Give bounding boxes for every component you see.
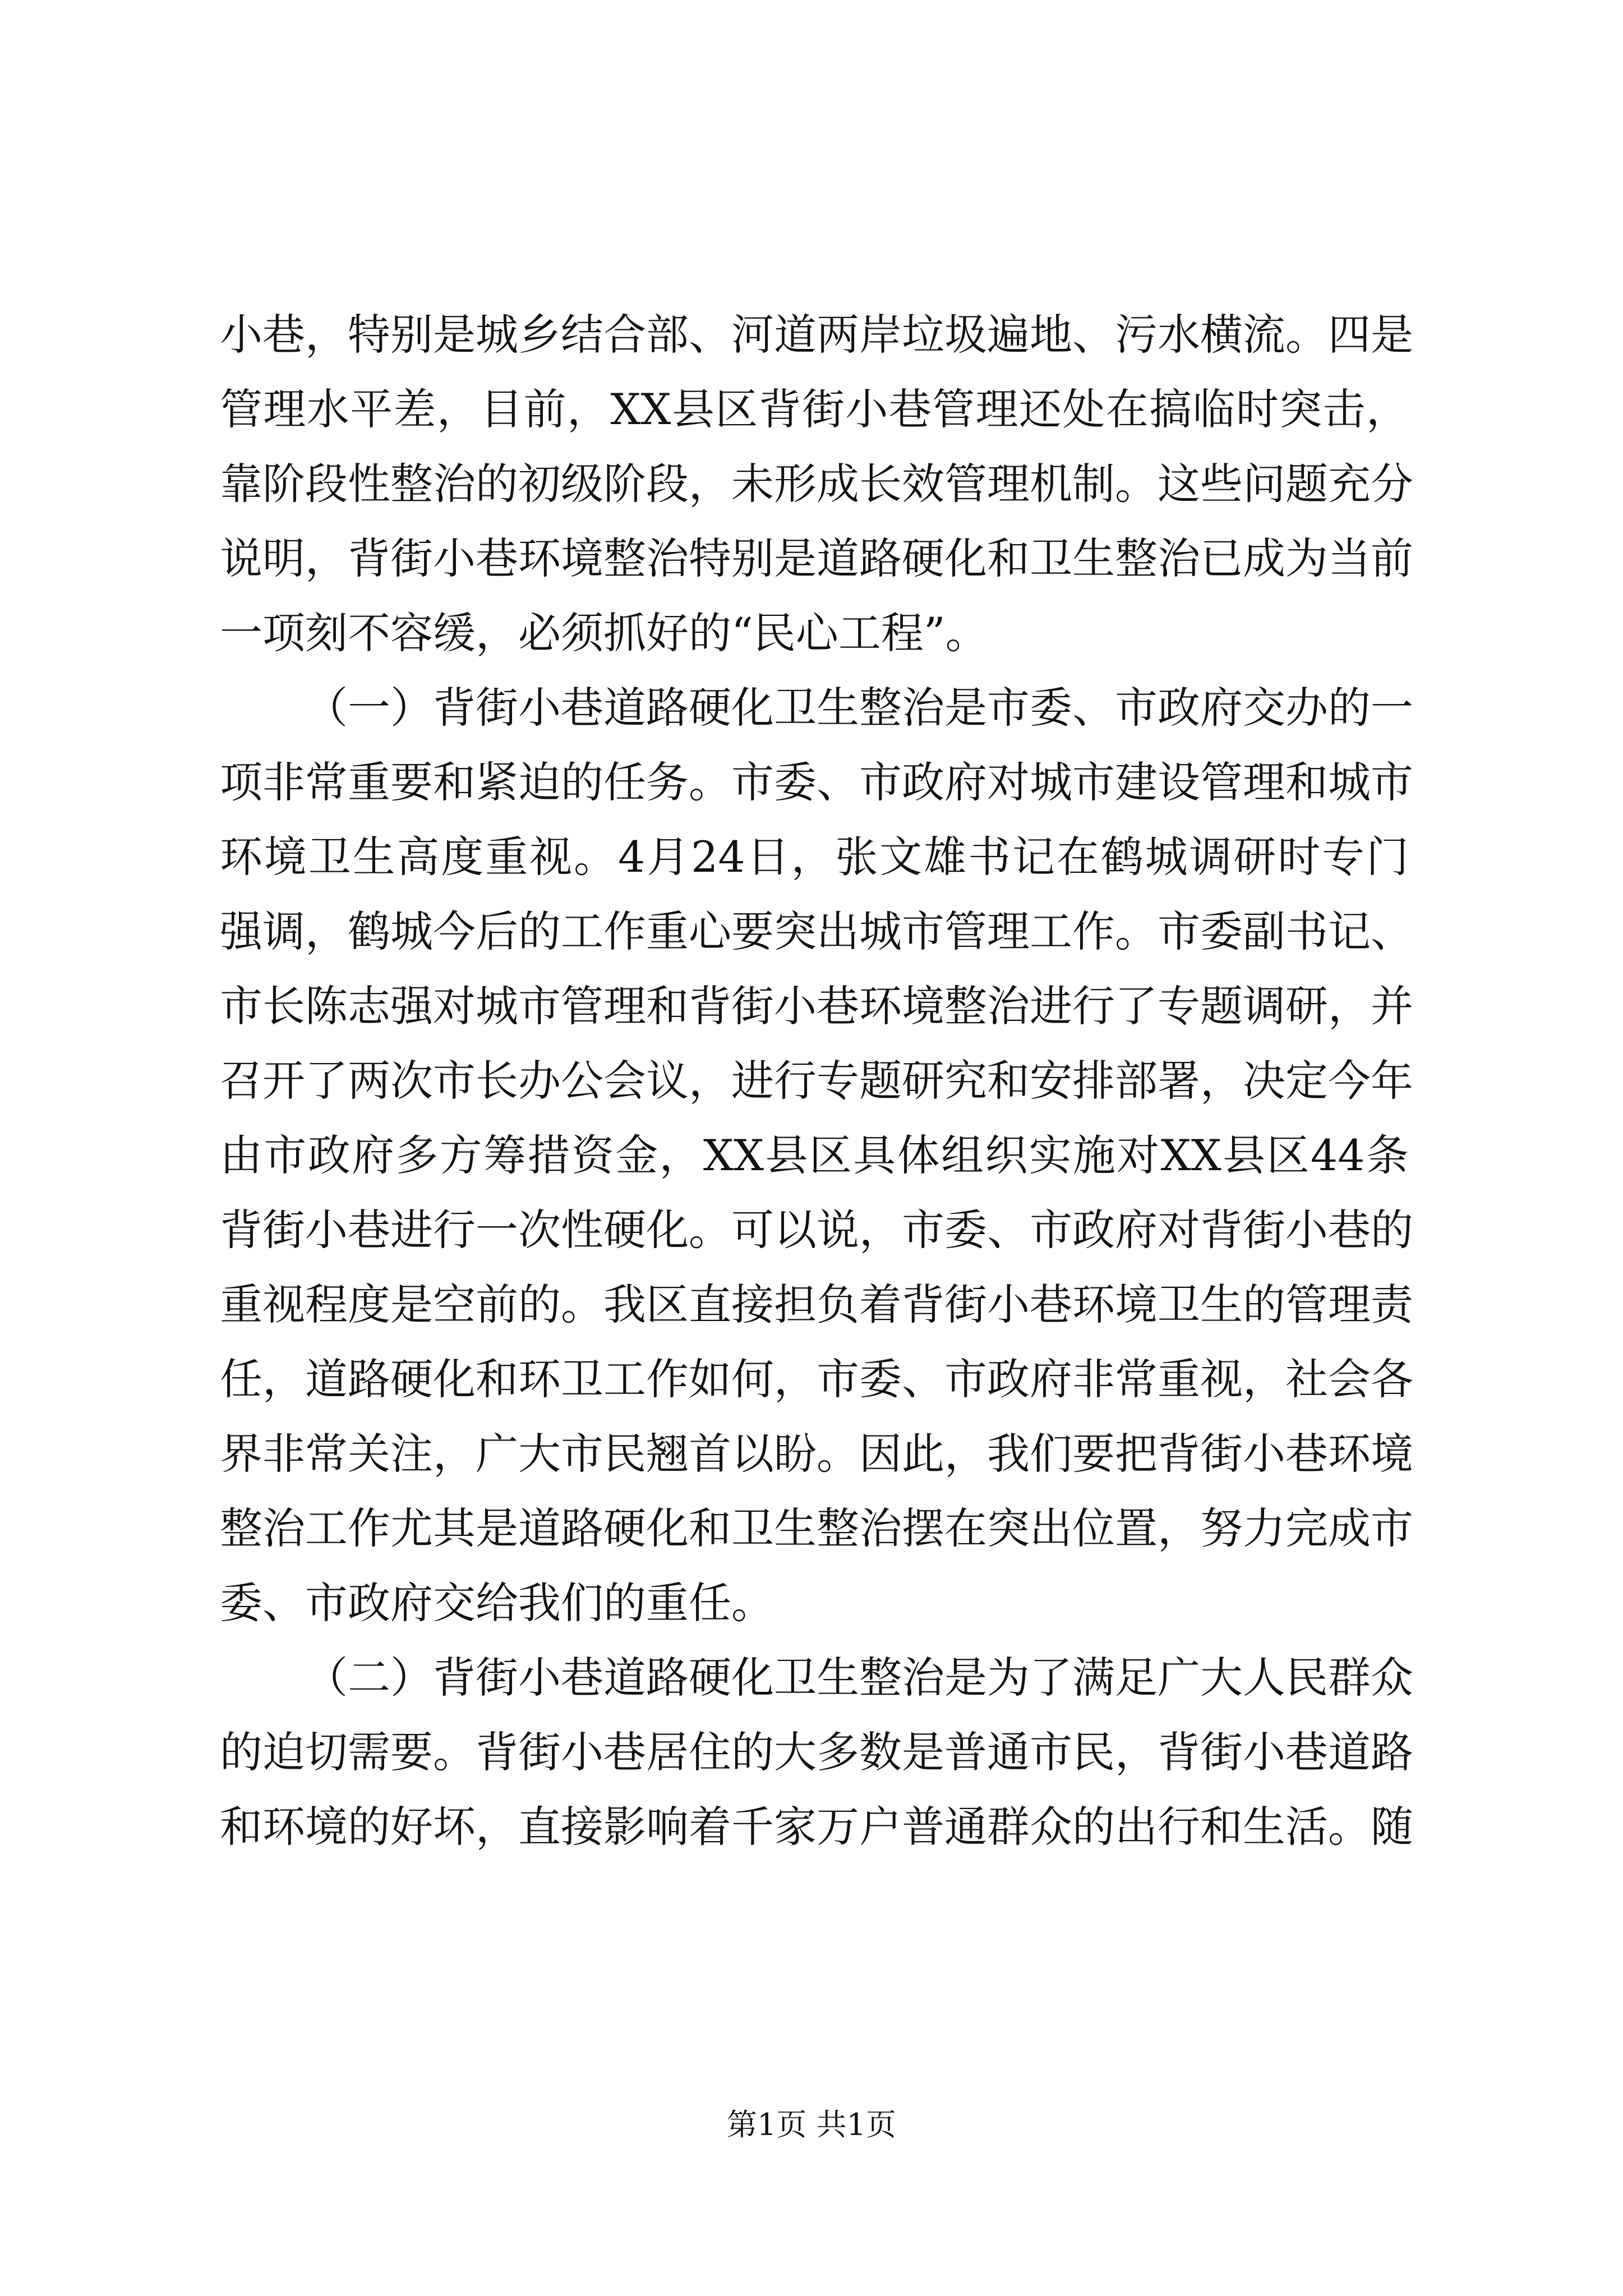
text-line: 强调，鹤城今后的工作重心要突出城市管理工作。市委副书记、 (220, 907, 1413, 956)
text-line: 说明，背街小巷环境整治特别是道路硬化和卫生整治已成为当前 (220, 533, 1413, 583)
text-line: （一）背街小巷道路硬化卫生整治是市委、市政府交办的一 (305, 683, 1413, 733)
text-line: 市长陈志强对城市管理和背街小巷环境整治进行了专题调研，并 (220, 981, 1413, 1031)
text-line: 的迫切需要。背街小巷居住的大多数是普通市民，背街小巷道路 (220, 1727, 1413, 1777)
text-line: 背街小巷进行一次性硬化。可以说，市委、市政府对背街小巷的 (220, 1205, 1413, 1255)
text-line: 召开了两次市长办公会议，进行专题研究和安排部署，决定今年 (220, 1056, 1413, 1106)
text-line: 管理水平差，目前，XX县区背街小巷管理还处在搞临时突击， (220, 384, 1409, 434)
text-line: 委、市政府交给我们的重任。 (220, 1578, 774, 1628)
text-line: （二）背街小巷道路硬化卫生整治是为了满足广大人民群众 (305, 1653, 1413, 1703)
text-line: 由市政府多方筹措资金，XX县区具体组织实施对XX县区44条 (220, 1130, 1409, 1180)
text-line: 重视程度是空前的。我区直接担负着背街小巷环境卫生的管理责 (220, 1280, 1413, 1329)
text-line: 环境卫生高度重视。4月24日，张文雄书记在鹤城调研时专门 (220, 832, 1409, 882)
page-number-label: 第1页 共1页 (727, 2107, 896, 2142)
page-footer (0, 2101, 1623, 2144)
text-line: 和环境的好坏，直接影响着千家万户普通群众的出行和生活。随 (220, 1802, 1413, 1852)
text-line: 一项刻不容缓，必须抓好的“民心工程”。 (220, 608, 988, 658)
text-line: 靠阶段性整治的初级阶段，未形成长效管理机制。这些问题充分 (220, 459, 1413, 509)
text-line: 小巷，特别是城乡结合部、河道两岸垃圾遍地、污水横流。四是 (220, 310, 1413, 360)
text-line: 任，道路硬化和环卫工作如何，市委、市政府非常重视，社会各 (220, 1354, 1413, 1404)
document-body (220, 297, 1413, 1864)
text-line: 界非常关注，广大市民翘首以盼。因此，我们要把背街小巷环境 (220, 1429, 1413, 1479)
text-line: 项非常重要和紧迫的任务。市委、市政府对城市建设管理和城市 (220, 757, 1413, 807)
text-line: 整治工作尤其是道路硬化和卫生整治摆在突出位置，努力完成市 (220, 1503, 1413, 1553)
